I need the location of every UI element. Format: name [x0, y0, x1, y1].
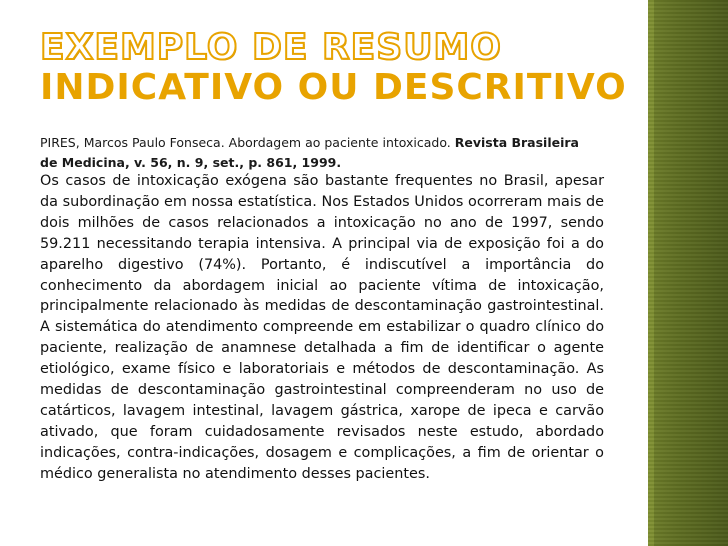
- abstract-body: Os casos de intoxicação exógena são bastante frequentes no Brasil, apesar da subordinação em nossa estatística. Nos Estados Unidos ocorreram mais de dois milhões de casos relacionados a intoxicação no ano de 1997, sendo 59.211 necessitando terapia intensiva. A principal via de exposição foi a do aparelho digestivo (74%). Portanto, é indiscutível a importância do conhecimento da abordagem inicial ao paciente vítima de intoxicação, principalmente relacionado às medidas de descontaminação gastrointestinal. A sistemática do atendimento compreende em estabilizar o quadro clínico do paciente, realização de anamnese detalhada a fim de identificar o agente etiológico, exame físico e laboratoriais e métodos de descontaminação. As medidas de descontaminação gastrointestinal compreenderam no uso de catárticos, lavagem intestinal, lavagem gástrica, xarope de ipeca e carvão ativado, que foram cuidadosamente revisados neste estudo, abordado indicações, contra-indicações, dosagem e complicações, a fim de orientar o médico generalista no atendimento desses pacientes.: [40, 173, 604, 482]
- side-band-texture: [648, 0, 728, 546]
- title-line-1: EXEMPLO DE RESUMO: [40, 27, 502, 68]
- reference-authors-title: PIRES, Marcos Paulo Fonseca. Abordagem ao paciente intoxicado.: [40, 135, 455, 150]
- reference-journal: Revista Brasileira de Medicina, v. 56, n. 9, set., p. 861, 1999.: [40, 135, 579, 170]
- slide-title: [40, 28, 640, 108]
- title-line-2: INDICATIVO OU DESCRITIVO: [40, 67, 627, 108]
- bibliographic-reference: [40, 133, 600, 173]
